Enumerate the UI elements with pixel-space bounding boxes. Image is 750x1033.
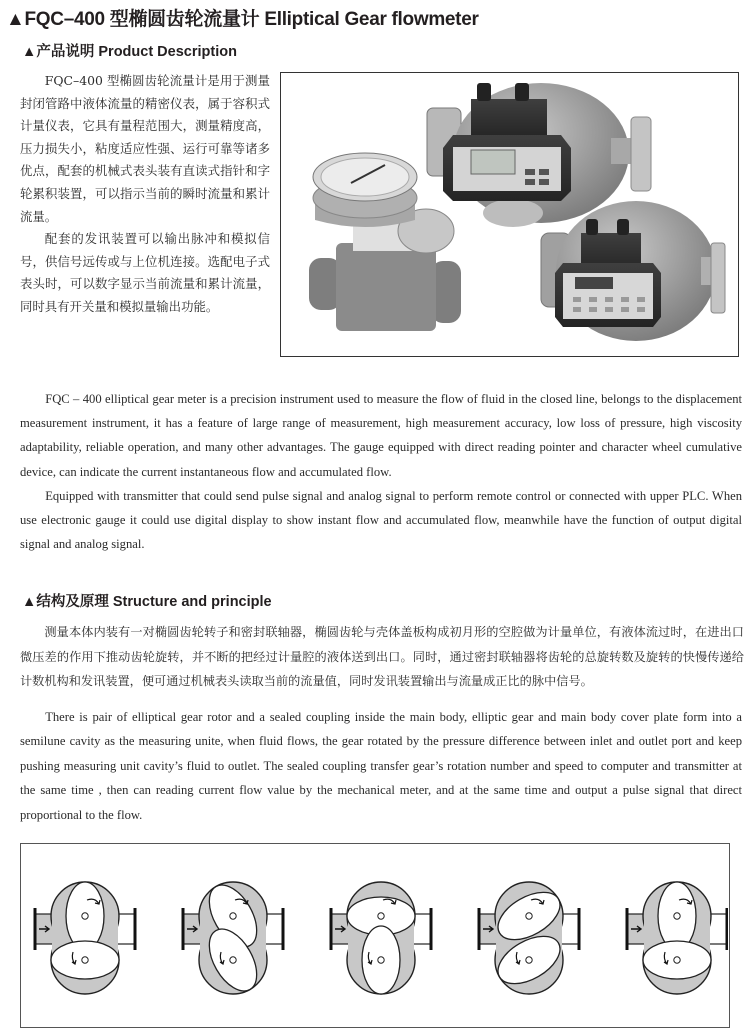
flowmeter-photo-illustration	[281, 73, 737, 355]
page-title: ▲FQC–400 型椭圆齿轮流量计 Elliptical Gear flowmeter	[6, 9, 479, 30]
description-cn-paragraph: FQC–400 型椭圆齿轮流量计是用于测量封闭管路中液体流量的精密仪表，属于容积式计量仪表，它具有量程范围大，测量精度高，压力损失小，粘度适应性强、运行可靠等诸多优点，配套的机械式表头装有直读式指针和字轮累积装置，可以指示当前的瞬时流量和累计流量。	[20, 73, 270, 224]
mechanical-dial-meter	[309, 153, 461, 331]
gear-axis-upper	[674, 913, 680, 919]
gear-axis-upper	[378, 913, 384, 919]
outlet-port	[117, 914, 135, 944]
gear-axis-upper	[82, 913, 88, 919]
electronic-meter-bottom	[541, 201, 725, 341]
gear-axis-lower	[378, 957, 384, 963]
working-principle-diagram	[20, 843, 730, 1028]
diagram-stage-1	[35, 882, 135, 994]
outlet-port	[709, 914, 727, 944]
diagram-stage-4	[479, 882, 579, 994]
gear-axis-lower	[230, 957, 236, 963]
diagram-stage-5	[627, 882, 727, 994]
gear-rotation-sequence	[21, 844, 728, 1026]
diagram-stage-2	[183, 877, 283, 999]
product-description-cn	[20, 70, 270, 319]
structure-heading: ▲结构及原理 Structure and principle	[22, 594, 272, 610]
structure-cn-paragraph: 测量本体内装有一对椭圆齿轮转子和密封联轴器，椭圆齿轮与壳体盖板构成初月形的空腔做为计量单位，有液体流过时，在进出口微压差的作用下推动齿轮旋转，并不断的把经过计量腔的液体送到出口。同时，通过密封联轴器将齿轮的总旋转数及旋转的快慢传递给计数机构和发讯装置，便可通过机械表头读取当前的流量值，同时发讯装置输出与流量成正比的脉中信号。	[20, 625, 744, 688]
outlet-port	[413, 914, 431, 944]
product-description-heading: ▲产品说明 Product Description	[22, 44, 237, 60]
description-en-paragraph: FQC – 400 elliptical gear meter is a precision instrument used to measure the flow of fluid in the closed line, belongs to the displacement measurement instrument, it has a feature of large range of measurement, high measurement accuracy, low loss of pressure, high viscosity adaptability, reliable operation, and many other advantages. The gauge equipped with direct reading pointer and character wheel cumulative device, can indicate the current instantaneous flow and accumulated flow.	[20, 392, 742, 479]
product-description-en	[20, 387, 742, 556]
structure-cn	[20, 620, 744, 694]
gear-axis-upper	[526, 913, 532, 919]
description-en-paragraph: Equipped with transmitter that could send pulse signal and analog signal to perform remote control or connected with upper PLC. When use electronic gauge it could use digital display to show instant flow and accumulated flow, meanwhile have the function of output digital signal and analog signal.	[20, 488, 742, 552]
product-photo	[280, 72, 739, 357]
diagram-stage-3	[331, 882, 431, 994]
gear-axis-upper	[230, 913, 236, 919]
gear-axis-lower	[674, 957, 680, 963]
gear-axis-lower	[526, 957, 532, 963]
gear-axis-lower	[82, 957, 88, 963]
structure-en	[20, 705, 742, 827]
outlet-port	[561, 914, 579, 944]
description-cn-paragraph: 配套的发讯装置可以输出脉冲和模拟信号，供信号远传或与上位机连接。选配电子式表头时，可以数字显示当前流量和累计流量，同时具有开关量和模拟量输出功能。	[20, 231, 270, 314]
outlet-port	[265, 914, 283, 944]
structure-en-paragraph: There is pair of elliptical gear rotor and a sealed coupling inside the main body, elliptic gear and main body cover plate form into a semilune cavity as the measuring unite, when fluid flows, the gear rotated by the pressure difference between inlet and outlet port and keep pushing measuring unit cavity’s fluid to outlet. The sealed coupling transfer gear’s rotation number and speed to computer and transmitter at the same time , then can reading current flow value by the mechanical meter, and at the same time and output a pulse signal that direct proportional to the flow.	[20, 710, 742, 822]
